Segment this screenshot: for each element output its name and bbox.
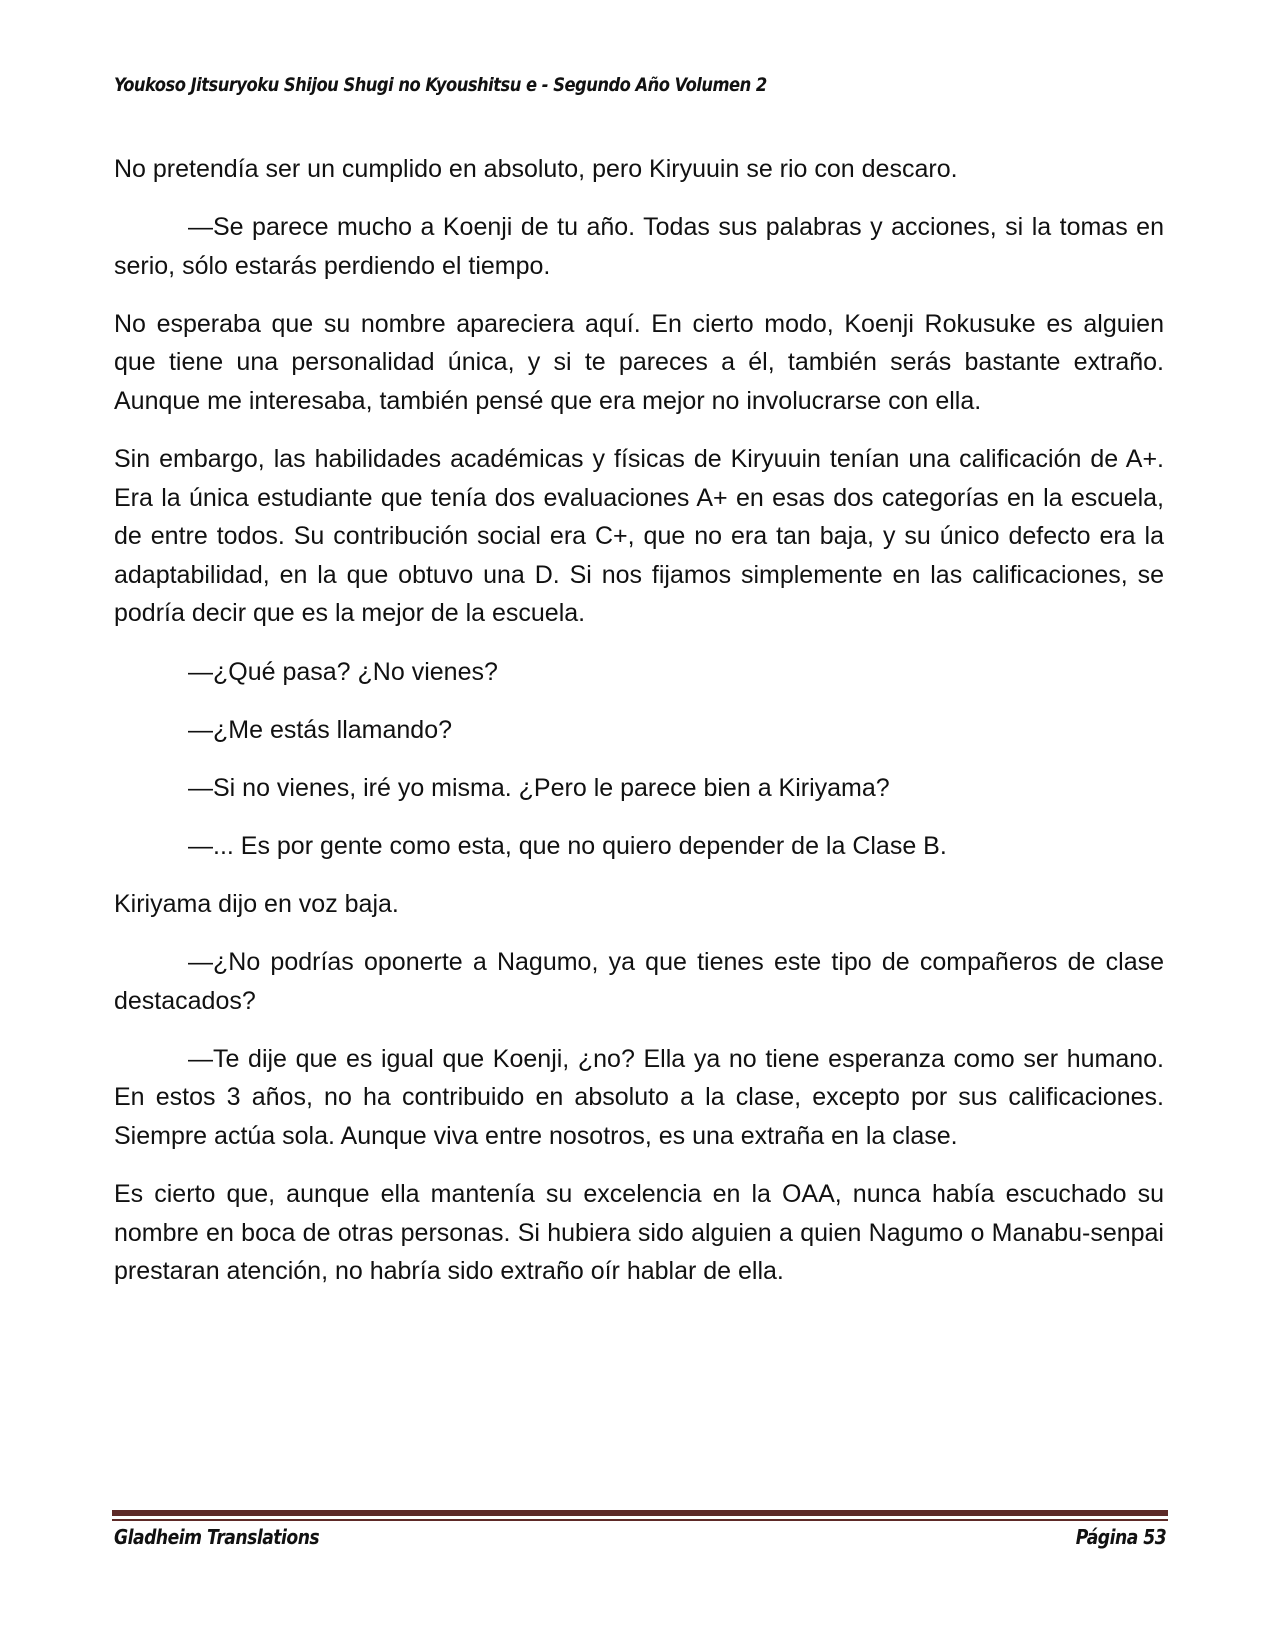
footer-rule-thick	[112, 1510, 1168, 1516]
dialogue-paragraph: —Se parece mucho a Koenji de tu año. Todas sus palabras y acciones, si la tomas en serio, sólo estarás perdiendo el tiempo.	[114, 213, 1164, 280]
paragraph: No esperaba que su nombre apareciera aquí. En cierto modo, Koenji Rokusuke es alguien que tiene una personalidad única, y si te pareces a él, también serás bastante extraño. Aunque me interesaba, también pensé que era mejor no involucrarse con ella.	[114, 309, 1164, 415]
page-number: Página 53	[1075, 1525, 1166, 1549]
dialogue-paragraph: —¿Me estás llamando?	[188, 715, 453, 744]
footer-translator: Gladheim Translations	[114, 1525, 320, 1549]
dialogue-paragraph: —¿No podrías oponerte a Nagumo, ya que tienes este tipo de compañeros de clase destacados?	[114, 948, 1164, 1015]
paragraph: No pretendía ser un cumplido en absoluto, pero Kiryuuin se rio con descaro.	[114, 155, 958, 183]
footer-rule-thin	[112, 1519, 1168, 1521]
dialogue-paragraph: —¿Qué pasa? ¿No vienes?	[188, 657, 498, 686]
running-header: Youkoso Jitsuryoku Shijou Shugi no Kyoushitsu e - Segundo Año Volumen 2	[114, 74, 767, 96]
paragraph: Es cierto que, aunque ella mantenía su excelencia en la OAA, nunca había escuchado su nombre en boca de otras personas. Si hubiera sido alguien a quien Nagumo o Manabu-senpai prestaran atención, no habría sido extraño oír hablar de ella.	[114, 1179, 1164, 1286]
paragraph: Kiriyama dijo en voz baja.	[114, 889, 399, 918]
dialogue-paragraph: —Si no vienes, iré yo misma. ¿Pero le parece bien a Kiriyama?	[188, 773, 890, 802]
dialogue-paragraph: —... Es por gente como esta, que no quiero depender de la Clase B.	[188, 831, 947, 860]
paragraph: Sin embargo, las habilidades académicas y físicas de Kiryuuin tenían una calificación de A+. Era la única estudiante que tenía dos evaluaciones A+ en esas dos categorías en la escuela, de entre todos. Su contribución social era C+, que no era tan baja, y su único defecto era la adaptabilidad, en la que obtuvo una D. Si nos fijamos simplemente en las calificaciones, se podría decir que es la mejor de la escuela.	[114, 445, 1164, 628]
page-body	[114, 150, 1164, 1310]
dialogue-paragraph: —Te dije que es igual que Koenji, ¿no? Ella ya no tiene esperanza como ser humano. En estos 3 años, no ha contribuido en absoluto a la clase, excepto por sus calificaciones. Siempre actúa sola. Aunque viva entre nosotros, es una extraña en la clase.	[114, 1044, 1164, 1150]
